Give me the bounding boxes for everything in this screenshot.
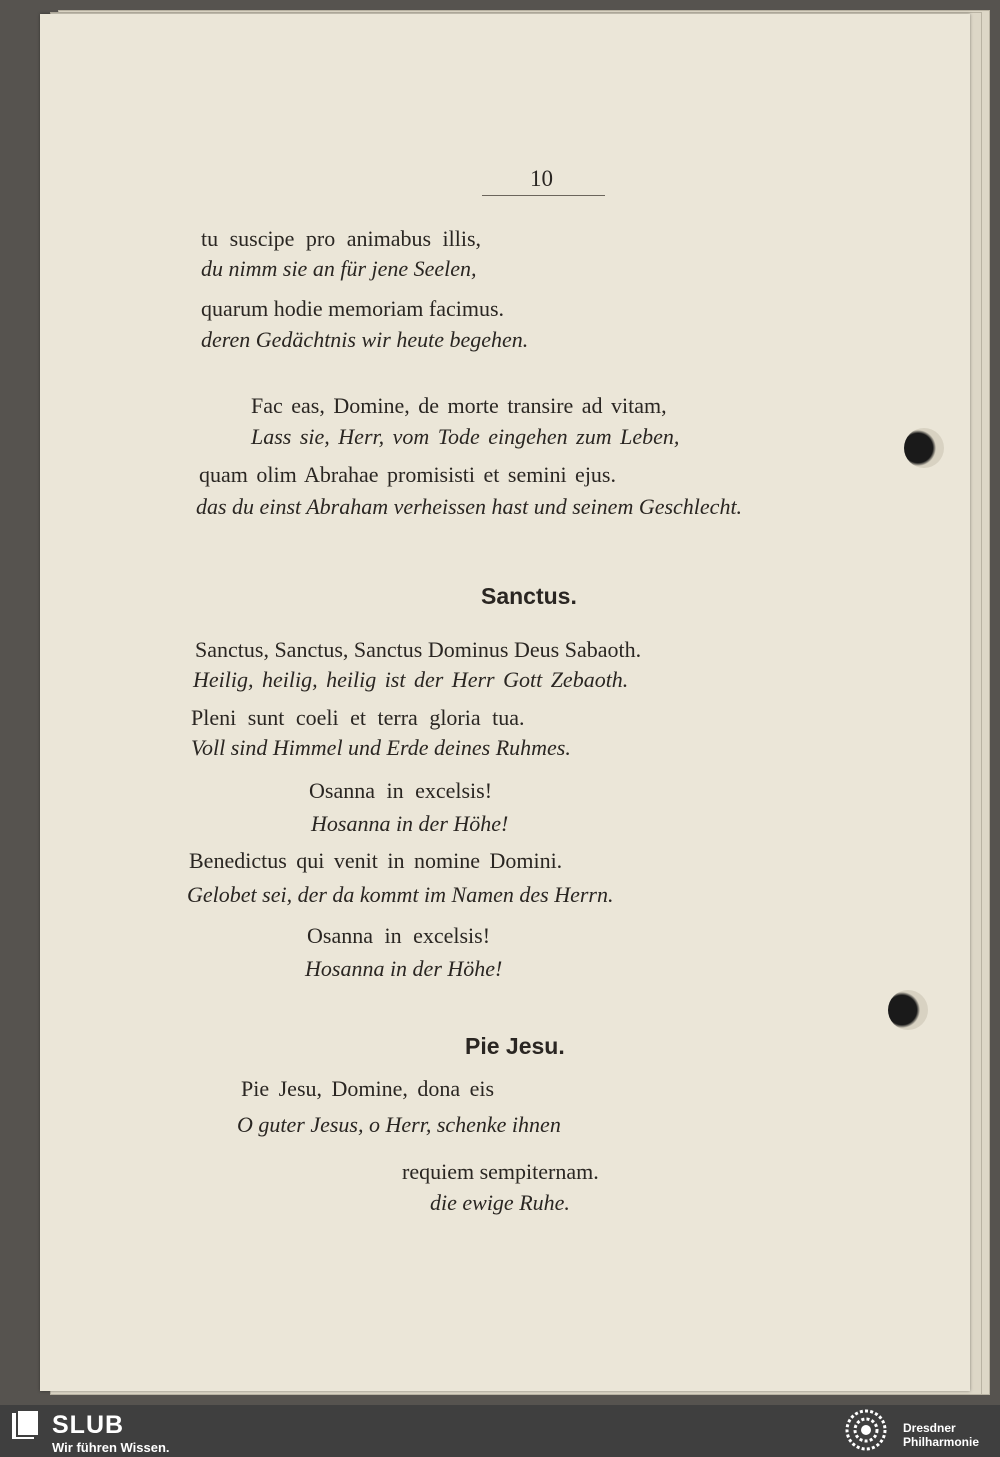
slub-name: SLUB bbox=[52, 1411, 125, 1439]
bleed-through-text bbox=[810, 236, 815, 259]
german-line: O guter Jesus, o Herr, schenke ihnen bbox=[237, 1112, 561, 1137]
philharmonie-logo-icon bbox=[840, 1408, 892, 1452]
german-line: Hosanna in der Höhe! bbox=[305, 956, 503, 981]
latin-line: Benedictus qui venit in nomine Domini. bbox=[189, 848, 563, 873]
latin-line: quam olim Abrahae promisisti et semini ejus. bbox=[199, 462, 616, 487]
latin-line: Osanna in excelsis! bbox=[307, 923, 491, 948]
latin-line: quarum hodie memoriam facimus. bbox=[201, 296, 505, 321]
latin-line: Pleni sunt coeli et terra gloria tua. bbox=[191, 705, 525, 730]
german-line: deren Gedächtnis wir heute begehen. bbox=[201, 327, 529, 352]
german-line: Lass sie, Herr, vom Tode eingehen zum Leben, bbox=[251, 424, 680, 449]
german-line: das du einst Abraham verheissen hast und seinem Geschlecht. bbox=[196, 494, 743, 519]
latin-line: requiem sempiternam. bbox=[402, 1159, 599, 1184]
slub-logo-icon bbox=[10, 1410, 40, 1440]
page-number-rule bbox=[482, 195, 605, 196]
slub-tagline: Wir führen Wissen. bbox=[52, 1440, 170, 1455]
section-heading-sanctus: Sanctus. bbox=[481, 583, 577, 609]
latin-line: Fac eas, Domine, de morte transire ad vitam, bbox=[251, 393, 667, 418]
german-line: Heilig, heilig, heilig ist der Herr Gott Zebaoth. bbox=[193, 667, 629, 692]
latin-line: Osanna in excelsis! bbox=[309, 778, 493, 803]
punch-hole bbox=[904, 428, 944, 468]
section-heading-pie-jesu: Pie Jesu. bbox=[465, 1033, 565, 1059]
page-number: 10 bbox=[530, 166, 553, 191]
philharmonie-name-line2: Philharmonie bbox=[903, 1435, 980, 1449]
punch-hole bbox=[888, 990, 928, 1030]
german-line: Hosanna in der Höhe! bbox=[311, 811, 509, 836]
latin-line: tu suscipe pro animabus illis, bbox=[201, 226, 482, 251]
latin-line: Sanctus, Sanctus, Sanctus Dominus Deus Sabaoth. bbox=[195, 637, 642, 662]
german-line: die ewige Ruhe. bbox=[430, 1190, 570, 1215]
philharmonie-name-line1: Dresdner bbox=[903, 1421, 956, 1435]
german-line: du nimm sie an für jene Seelen, bbox=[201, 256, 477, 281]
german-line: Voll sind Himmel und Erde deines Ruhmes. bbox=[191, 735, 571, 760]
latin-line: Pie Jesu, Domine, dona eis bbox=[241, 1076, 495, 1101]
german-line: Gelobet sei, der da kommt im Namen des Herrn. bbox=[187, 882, 614, 907]
